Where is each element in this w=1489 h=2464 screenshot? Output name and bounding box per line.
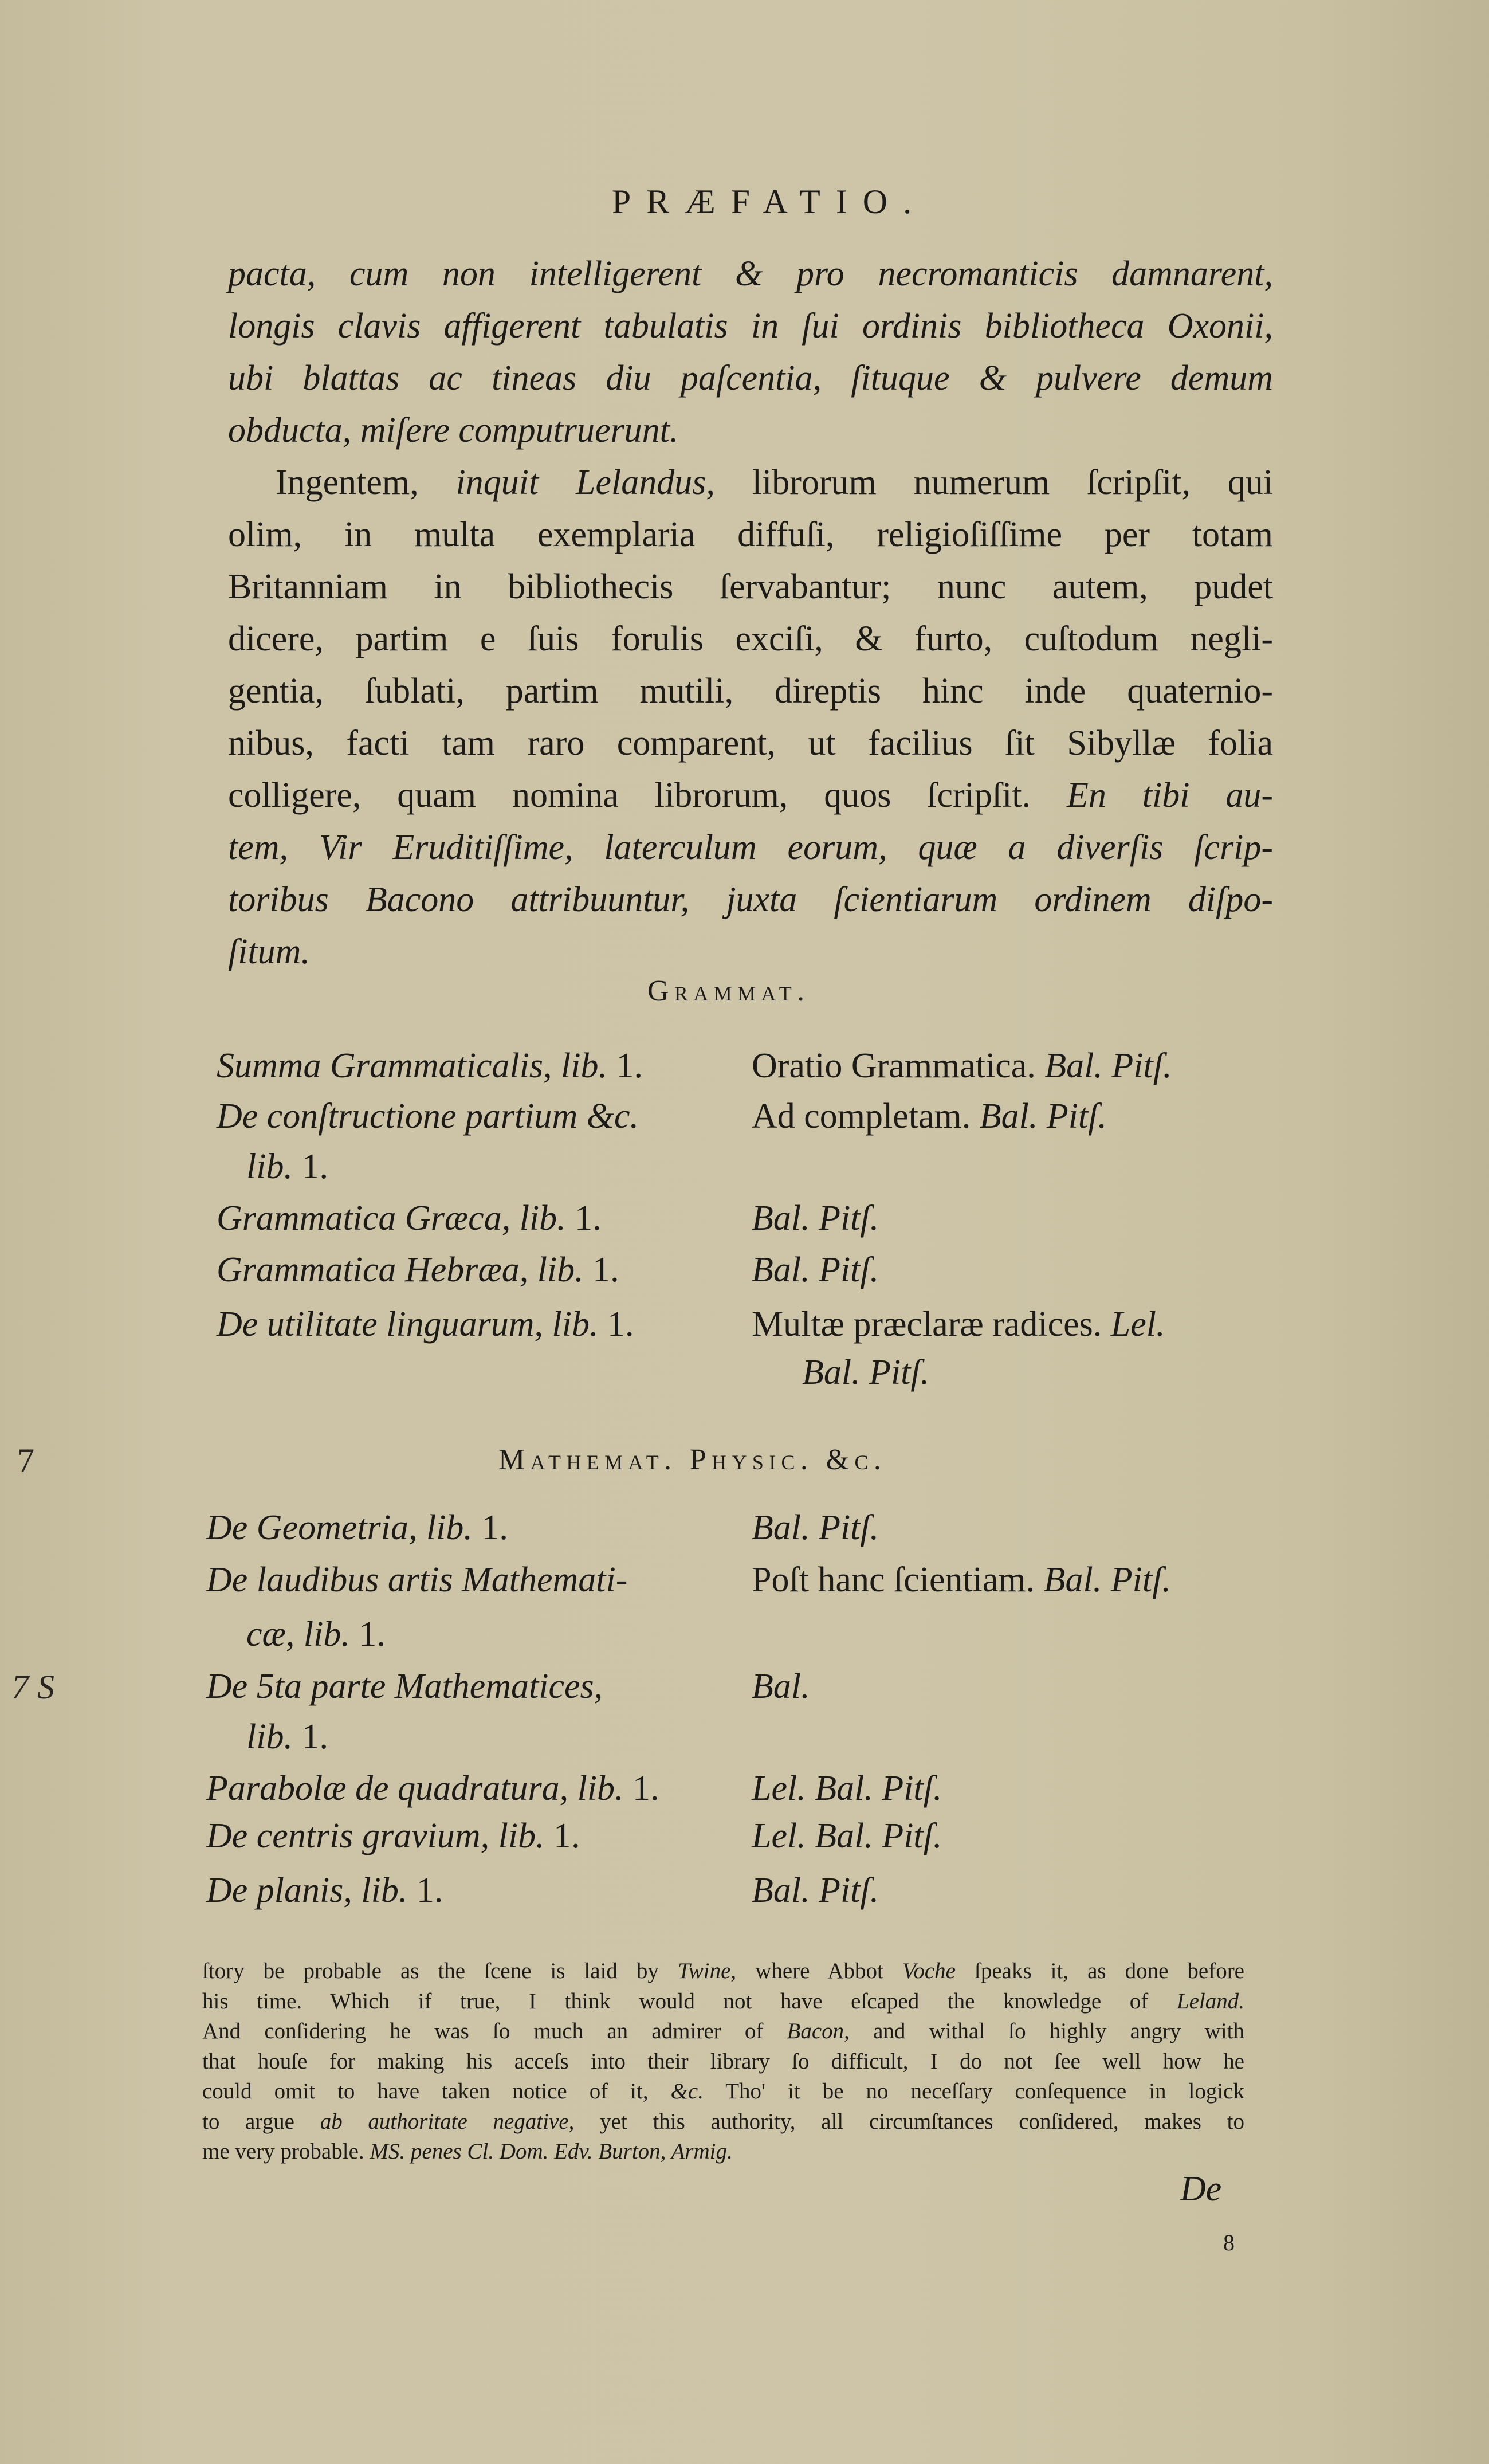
text-segment: me very probable.	[202, 2139, 370, 2164]
section-heading: Grammat.	[647, 975, 810, 1007]
catalogue-source	[752, 1093, 1107, 1139]
body-line	[228, 668, 1273, 714]
text-segment: cæ, lib.	[246, 1615, 359, 1654]
body-line	[228, 772, 1273, 818]
text-segment: Bal. Pitſ.	[1043, 1560, 1171, 1599]
body-line	[228, 512, 1273, 558]
signature-mark: 8	[1223, 2230, 1235, 2255]
text-segment: Britanniam in bibliothecis ſervabantur; nunc autem, pudet	[228, 567, 1273, 606]
catalogue-source	[752, 1195, 879, 1241]
text-segment: Bal. Pitſ.	[752, 1250, 879, 1289]
body-line	[276, 460, 1273, 505]
catalogue-source	[752, 1505, 879, 1551]
text-segment: that houſe for making his acceſs into their library ſo difficult, I do not ſee well how he	[202, 2049, 1244, 2074]
text-segment: 1.	[575, 1199, 602, 1238]
text-segment: lib.	[246, 1717, 302, 1756]
text-segment: And conſidering he was ſo much an admirer of	[202, 2019, 787, 2043]
text-segment: De laudibus artis Mathemati-	[206, 1560, 628, 1599]
text-segment: 1.	[416, 1871, 443, 1910]
body-line	[228, 877, 1273, 923]
text-segment: Bal. Pitſ.	[752, 1508, 879, 1547]
text-segment: and withal ſo highly angry with	[849, 2019, 1244, 2043]
text-segment: 1.	[632, 1769, 659, 1808]
text-segment: Bal. Pitſ.	[802, 1353, 930, 1392]
text-segment: De planis, lib.	[206, 1871, 417, 1910]
footnote-line	[202, 2137, 1244, 2166]
catchword: De	[1180, 2169, 1222, 2208]
footnote-line	[202, 2108, 1244, 2136]
text-segment: librorum numerum ſcripſit, qui	[714, 463, 1274, 502]
text-segment: inquit Lelandus,	[455, 463, 715, 502]
text-segment: ſpeaks it, as done before	[955, 1959, 1244, 1983]
text-segment: 1.	[553, 1816, 580, 1855]
text-segment: Summa Grammaticalis, lib.	[217, 1046, 616, 1085]
section-heading: Mathemat. Physic. &c.	[498, 1443, 887, 1476]
body-line	[228, 251, 1273, 297]
text-segment: toribus Bacono attribuuntur, juxta ſcientiarum ordinem diſpo-	[228, 880, 1273, 919]
text-segment: 1.	[481, 1508, 508, 1547]
catalogue-title	[206, 1765, 659, 1811]
catalogue-title	[246, 1611, 386, 1657]
body-line	[228, 303, 1273, 349]
catalogue-source	[752, 1663, 810, 1709]
text-segment: En tibi au-	[1066, 776, 1273, 815]
text-segment: olim, in multa exemplaria diffuſi, religioſiſſime per totam	[228, 515, 1273, 554]
text-segment: Oratio Grammatica.	[752, 1046, 1045, 1085]
text-segment: Voche	[902, 1959, 956, 1983]
text-segment: Bal. Pitſ.	[752, 1871, 879, 1910]
text-segment: Grammatica Græca, lib.	[217, 1199, 575, 1238]
footnote-line	[202, 2017, 1244, 2046]
text-segment: MS. penes Cl. Dom. Edv. Burton, Armig.	[370, 2139, 733, 2164]
text-segment: 1.	[592, 1250, 619, 1289]
page-header: PRÆFATIO.	[611, 183, 928, 221]
text-segment: 1.	[607, 1305, 634, 1344]
text-segment: Lel.	[1110, 1305, 1165, 1344]
catalogue-title	[246, 1144, 328, 1190]
catalogue-title	[206, 1867, 443, 1913]
footnote-line	[202, 2077, 1244, 2106]
text-segment: 1.	[301, 1717, 328, 1756]
text-segment: 1.	[359, 1615, 386, 1654]
text-segment: his time. Which if true, I think would not have eſcaped the knowledge of	[202, 1988, 1177, 2014]
catalogue-title	[217, 1301, 634, 1347]
text-segment: Grammatica Hebræa, lib.	[217, 1250, 593, 1289]
text-segment: tem, Vir Eruditiſſime, laterculum eorum, quæ a diverſis ſcrip-	[228, 828, 1273, 867]
text-segment: De Geometria, lib.	[206, 1508, 482, 1547]
text-segment: Ad completam.	[752, 1097, 980, 1136]
body-line	[228, 564, 1273, 610]
footnote-line	[202, 1957, 1244, 1986]
body-line	[228, 720, 1273, 766]
text-segment: &c.	[670, 2079, 704, 2104]
catalogue-source	[752, 1043, 1172, 1089]
catalogue-source	[802, 1349, 929, 1395]
text-segment: Bal. Pitſ.	[752, 1199, 879, 1238]
catalogue-source	[752, 1247, 879, 1293]
text-segment: Leland.	[1176, 1988, 1244, 2014]
text-segment: 1.	[301, 1147, 328, 1186]
text-segment: ſitum.	[228, 932, 310, 971]
text-segment: De conſtructione partium &c.	[217, 1097, 639, 1136]
text-segment: where Abbot	[736, 1959, 902, 1983]
body-line	[228, 616, 1273, 662]
footnote-line	[202, 2047, 1244, 2076]
footnote-line	[202, 1987, 1244, 2016]
catalogue-source	[752, 1867, 879, 1913]
text-segment: Parabolæ de quadratura, lib.	[206, 1769, 633, 1808]
margin-mark: 7 S	[11, 1668, 54, 1706]
text-segment: gentia, ſublati, partim mutili, direptis hinc inde quaternio-	[228, 672, 1273, 711]
catalogue-title	[206, 1557, 627, 1603]
text-segment: obducta, miſere computruerunt.	[228, 411, 679, 450]
text-segment: De 5ta parte Mathematices,	[206, 1667, 603, 1706]
body-line	[228, 355, 1273, 401]
text-segment: Bal. Pitſ.	[1044, 1046, 1172, 1085]
text-segment: yet this authority, all circumſtances conſidered, makes to	[574, 2109, 1245, 2134]
text-segment: nibus, facti tam raro comparent, ut facilius ſit Sibyllæ folia	[228, 724, 1273, 763]
catalogue-source	[752, 1765, 942, 1811]
text-segment: Bacon,	[787, 2019, 850, 2043]
margin-mark: 7	[17, 1442, 34, 1480]
text-segment: longis clavis affigerent tabulatis in ſui ordinis bibliotheca Oxonii,	[228, 307, 1273, 346]
text-segment: to argue	[202, 2109, 320, 2134]
text-segment: dicere, partim e ſuis forulis exciſi, & furto, cuſtodum negli-	[228, 619, 1273, 658]
text-segment: Bal. Pitſ.	[979, 1097, 1107, 1136]
catalogue-title	[246, 1714, 328, 1760]
text-segment: Ingentem,	[276, 463, 456, 502]
catalogue-title	[217, 1195, 602, 1241]
body-line	[228, 825, 1273, 870]
text-segment: Twine,	[677, 1959, 737, 1983]
text-segment: pacta, cum non intelligerent & pro necromanticis damnarent,	[228, 254, 1273, 293]
catalogue-source	[752, 1557, 1171, 1603]
body-line	[228, 407, 1273, 453]
text-segment: Tho' it be no neceſſary conſequence in logick	[703, 2079, 1244, 2104]
text-segment: Multæ præclaræ radices.	[752, 1305, 1111, 1344]
text-segment: Lel. Bal. Pitſ.	[752, 1816, 942, 1855]
text-segment: Lel. Bal. Pitſ.	[752, 1769, 942, 1808]
catalogue-source	[752, 1813, 942, 1859]
text-segment: ſtory be probable as the ſcene is laid by	[202, 1959, 678, 1983]
catalogue-title	[217, 1043, 643, 1089]
catalogue-title	[206, 1813, 580, 1859]
text-segment: Poſt hanc ſcientiam.	[752, 1560, 1044, 1599]
catalogue-title	[217, 1093, 639, 1139]
body-line	[228, 929, 1273, 975]
text-segment: De utilitate linguarum, lib.	[217, 1305, 607, 1344]
text-segment: ubi blattas ac tineas diu paſcentia, ſituque & pulvere demum	[228, 359, 1273, 398]
text-segment: could omit to have taken notice of it,	[202, 2079, 671, 2104]
catalogue-title	[206, 1505, 508, 1551]
catalogue-title	[206, 1663, 603, 1709]
text-segment: lib.	[246, 1147, 302, 1186]
catalogue-title	[217, 1247, 619, 1293]
text-segment: 1.	[616, 1046, 643, 1085]
catalogue-source	[752, 1301, 1165, 1347]
text-segment: De centris gravium, lib.	[206, 1816, 554, 1855]
text-segment: colligere, quam nomina librorum, quos ſcripſit.	[228, 776, 1067, 815]
text-segment: ab authoritate negative,	[320, 2109, 575, 2134]
text-segment: Bal.	[752, 1667, 810, 1706]
